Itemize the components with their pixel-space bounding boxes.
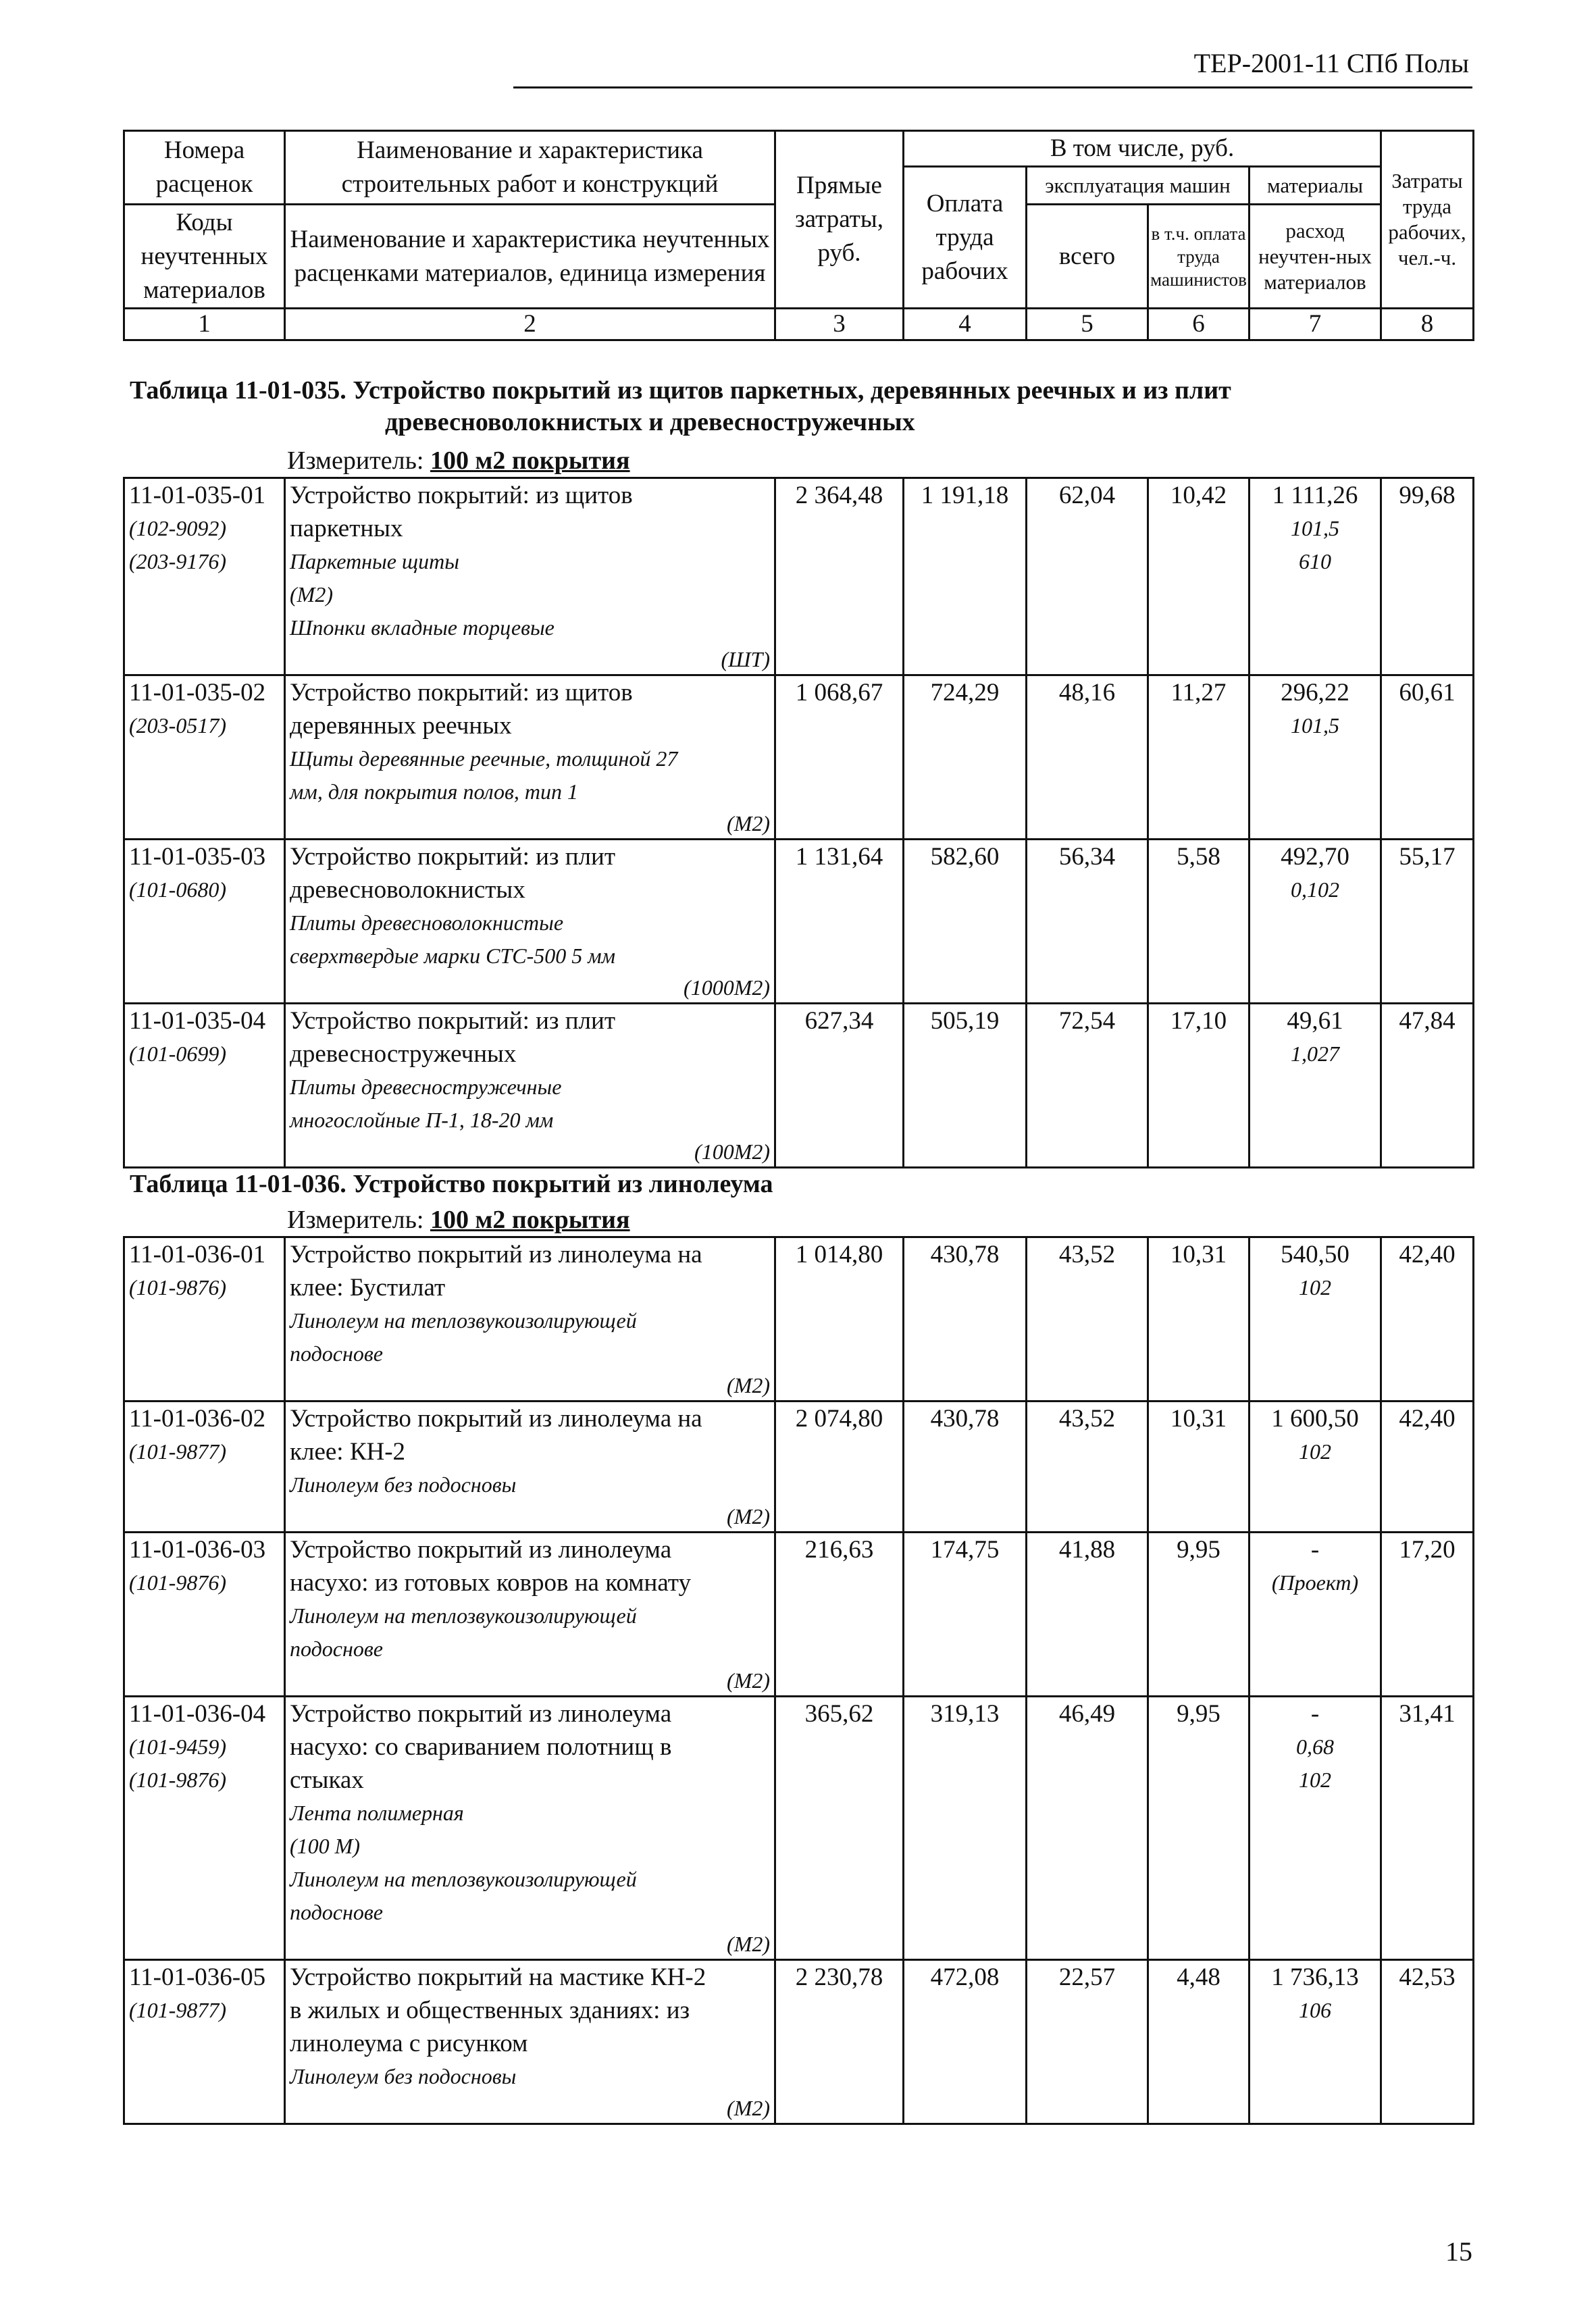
measurement-unit: (М2): [727, 1373, 770, 1397]
direct-costs: 2 230,78: [795, 1963, 883, 1991]
material-name-line: Паркетные щиты: [290, 549, 459, 573]
material-code: (101-9876): [129, 1768, 226, 1792]
machines-total-cell: [1027, 1237, 1148, 1402]
material-code: (101-9877): [129, 1998, 226, 2022]
material-code: (101-9877): [129, 1439, 226, 1464]
material-name-line: подоснове: [290, 1341, 383, 1366]
rate-description-line: насухо: со свариванием полотнищ в: [290, 1733, 672, 1761]
rate-code: 11-01-035-02: [129, 679, 266, 706]
machines-total-cell: [1027, 478, 1148, 675]
rate-code: 11-01-036-02: [129, 1405, 266, 1433]
meter-value: 100 м2 покрытия: [430, 446, 630, 475]
labor-pay: 430,78: [930, 1241, 1000, 1268]
machines-total: 43,52: [1058, 1241, 1116, 1268]
materials-cell: [1250, 1960, 1381, 2124]
col-number: 8: [1381, 309, 1474, 340]
direct-costs: 1 014,80: [795, 1241, 883, 1268]
materials-value: 1 600,50: [1271, 1405, 1359, 1433]
labor-pay-cell: [904, 675, 1027, 840]
labor-pay: 174,75: [930, 1536, 1000, 1564]
machines-total: 22,57: [1058, 1963, 1116, 1991]
rate-description-line: Устройство покрытий: из щитов: [290, 679, 633, 706]
rate-description-line: паркетных: [290, 515, 403, 542]
rate-description-line: Устройство покрытий из линолеума: [290, 1700, 672, 1728]
col-number: 1: [124, 309, 285, 340]
machinist-pay: 4,48: [1177, 1963, 1220, 1991]
labor-pay-cell: [904, 840, 1027, 1004]
meter-label: Измеритель:: [287, 1206, 424, 1234]
machines-total: 48,16: [1058, 679, 1116, 706]
material-name-line: Линолеум без подосновы: [290, 1472, 517, 1497]
material-name-line: Плиты древесностружечные: [290, 1075, 562, 1099]
machinist-pay: 17,10: [1170, 1007, 1227, 1035]
machines-total-cell: [1027, 840, 1148, 1004]
labor-costs-cell: [1381, 840, 1474, 1004]
rate-code-cell: [124, 1402, 285, 1533]
rate-code-cell: [124, 1533, 285, 1697]
material-name-line: Лента полимерная: [290, 1801, 464, 1825]
col-number: 6: [1148, 309, 1250, 340]
rate-description-line: в жилых и общественных зданиях: из: [290, 1997, 690, 2024]
meter-label: Измеритель:: [287, 446, 424, 475]
labor-pay: 582,60: [930, 843, 1000, 871]
labor-costs: 60,61: [1399, 679, 1456, 706]
col-number: 5: [1027, 309, 1148, 340]
rate-description-cell: [285, 1004, 775, 1168]
rate-row: [124, 1533, 1474, 1697]
measurement-unit: (М2): [727, 1668, 770, 1693]
labor-costs: 42,53: [1399, 1963, 1456, 1991]
measurement-unit: (1000М2): [684, 975, 770, 1000]
machinist-pay-cell: [1148, 840, 1250, 1004]
rate-code-cell: [124, 840, 285, 1004]
header-rate-numbers: Номера расценок: [124, 131, 285, 205]
header-unaccounted-codes: Коды неучтенных материалов: [124, 205, 285, 309]
machinist-pay-cell: [1148, 675, 1250, 840]
meter: [287, 446, 630, 475]
machinist-pay: 11,27: [1170, 679, 1227, 706]
direct-costs-cell: [775, 1697, 904, 1960]
rate-code: 11-01-036-03: [129, 1536, 266, 1564]
labor-pay-cell: [904, 1237, 1027, 1402]
materials-cell: [1250, 1402, 1381, 1533]
direct-costs: 216,63: [804, 1536, 874, 1564]
measurement-unit: (М2): [727, 811, 770, 835]
measurement-unit: (М2): [727, 1932, 770, 1956]
measurement-unit: (М2): [727, 1504, 770, 1528]
machines-total-cell: [1027, 1402, 1148, 1533]
material-name-line: Линолеум на теплозвукоизолирующей: [290, 1867, 637, 1891]
materials-value: 492,70: [1281, 843, 1349, 871]
material-name-line: Щиты деревянные реечные, толщиной 27: [290, 746, 678, 771]
rate-description-cell: [285, 1697, 775, 1960]
rate-code: 11-01-035-04: [129, 1007, 266, 1035]
rate-code-cell: [124, 1960, 285, 2124]
rate-row: [124, 840, 1474, 1004]
direct-costs: 2 074,80: [795, 1405, 883, 1433]
header-machinist-pay: в т.ч. оплата труда машинистов: [1148, 205, 1250, 309]
machinist-pay: 9,95: [1177, 1536, 1220, 1564]
material-code: (101-9876): [129, 1275, 226, 1300]
material-name-line: мм, для покрытия полов, тип 1: [290, 779, 579, 804]
table-caption: Таблица 11-01-035. Устройство покрытий из щитов паркетных, деревянных реечных и из плит: [130, 376, 1231, 405]
rate-row: [124, 1237, 1474, 1402]
rate-code-cell: [124, 478, 285, 675]
rate-description-line: Устройство покрытий из линолеума: [290, 1536, 672, 1564]
header-machines-total: всего: [1027, 205, 1148, 309]
labor-pay: 430,78: [930, 1405, 1000, 1433]
material-quantity: 101,5: [1291, 516, 1339, 540]
labor-pay-cell: [904, 1533, 1027, 1697]
machines-total-cell: [1027, 1960, 1148, 2124]
direct-costs: 1 131,64: [795, 843, 883, 871]
machinist-pay-cell: [1148, 1402, 1250, 1533]
labor-pay: 472,08: [930, 1963, 1000, 1991]
rate-code-cell: [124, 1697, 285, 1960]
labor-pay-cell: [904, 1697, 1027, 1960]
rates-table-11-01-036: [123, 1236, 1474, 2125]
table-caption-continued: древесноволокнистых и древесностружечных: [385, 408, 915, 436]
rate-code: 11-01-035-01: [129, 482, 266, 509]
rate-row: [124, 675, 1474, 840]
rate-description-cell: [285, 1960, 775, 2124]
material-name-line: подоснове: [290, 1637, 383, 1661]
labor-costs: 99,68: [1399, 482, 1456, 509]
machinist-pay: 9,95: [1177, 1700, 1220, 1728]
material-quantity: 106: [1299, 1998, 1331, 2022]
direct-costs-cell: [775, 1237, 904, 1402]
rate-description-cell: [285, 478, 775, 675]
direct-costs: 627,34: [804, 1007, 874, 1035]
labor-costs-cell: [1381, 1697, 1474, 1960]
labor-pay-cell: [904, 1402, 1027, 1533]
direct-costs-cell: [775, 1004, 904, 1168]
material-name-line: подоснове: [290, 1900, 383, 1924]
materials-cell: [1250, 1533, 1381, 1697]
machines-total-cell: [1027, 1697, 1148, 1960]
rate-description-cell: [285, 675, 775, 840]
rates-table-11-01-035: [123, 477, 1474, 1168]
material-name-line: многослойные П-1, 18-20 мм: [290, 1108, 554, 1132]
rate-description-line: Устройство покрытий на мастике КН-2: [290, 1963, 706, 1991]
material-quantity: 610: [1299, 549, 1331, 573]
labor-costs-cell: [1381, 1402, 1474, 1533]
header-work-name: Наименование и характеристика строительных работ и конструкций: [285, 131, 775, 205]
material-code: (203-9176): [129, 549, 226, 573]
machinist-pay-cell: [1148, 478, 1250, 675]
machinist-pay: 10,31: [1170, 1405, 1227, 1433]
material-quantity: 102: [1299, 1439, 1331, 1464]
material-name-line: Линолеум без подосновы: [290, 2064, 517, 2088]
material-quantity: 0,102: [1291, 877, 1339, 902]
labor-costs-cell: [1381, 1004, 1474, 1168]
rate-code-cell: [124, 675, 285, 840]
material-quantity: (Проект): [1271, 1570, 1359, 1595]
rate-code: 11-01-035-03: [129, 843, 266, 871]
materials-value: -: [1310, 1700, 1320, 1728]
measurement-unit: (М2): [727, 2096, 770, 2120]
col-number: 3: [775, 309, 904, 340]
machines-total-cell: [1027, 1004, 1148, 1168]
materials-cell: [1250, 1237, 1381, 1402]
direct-costs-cell: [775, 1533, 904, 1697]
labor-costs: 47,84: [1399, 1007, 1456, 1035]
rate-row: [124, 1004, 1474, 1168]
meter-value: 100 м2 покрытия: [430, 1206, 630, 1234]
col-number: 7: [1250, 309, 1381, 340]
measurement-unit: (100М2): [694, 1139, 770, 1164]
labor-costs-cell: [1381, 1960, 1474, 2124]
rate-description-cell: [285, 840, 775, 1004]
direct-costs-cell: [775, 840, 904, 1004]
rate-row: [124, 1402, 1474, 1533]
material-quantity: 102: [1299, 1768, 1331, 1792]
rate-description-line: стыках: [290, 1766, 364, 1794]
machinist-pay-cell: [1148, 1960, 1250, 2124]
direct-costs-cell: [775, 1960, 904, 2124]
material-name-line: Шпонки вкладные торцевые: [290, 615, 555, 640]
rate-description-line: Устройство покрытий: из щитов: [290, 482, 633, 509]
machines-total: 62,04: [1058, 482, 1116, 509]
header-machines: эксплуатация машин: [1027, 167, 1250, 205]
labor-costs-cell: [1381, 1533, 1474, 1697]
labor-pay: 1 191,18: [921, 482, 1009, 509]
material-quantity: 0,68: [1296, 1734, 1334, 1759]
materials-value: 49,61: [1287, 1007, 1343, 1035]
materials-cell: [1250, 1697, 1381, 1960]
material-code: (102-9092): [129, 516, 226, 540]
rate-description-line: Устройство покрытий из линолеума на: [290, 1405, 702, 1433]
direct-costs: 2 364,48: [795, 482, 883, 509]
rate-description-line: клее: Бустилат: [290, 1274, 446, 1302]
measurement-unit: (ШТ): [721, 647, 770, 671]
header-labor-costs: Затраты труда рабочих, чел.-ч.: [1381, 131, 1474, 309]
material-code: (101-0680): [129, 877, 226, 902]
header-materials: материалы: [1250, 167, 1381, 205]
labor-pay: 505,19: [930, 1007, 1000, 1035]
header-in-that: В том числе, руб.: [904, 131, 1381, 167]
rate-description-line: линолеума с рисунком: [290, 2030, 528, 2057]
header-direct-costs: Прямые затраты, руб.: [775, 131, 904, 309]
meter: [287, 1205, 630, 1235]
materials-value: 1 111,26: [1272, 482, 1358, 509]
labor-pay-cell: [904, 1004, 1027, 1168]
machines-total: 72,54: [1058, 1007, 1116, 1035]
col-number: 2: [285, 309, 775, 340]
machinist-pay-cell: [1148, 1004, 1250, 1168]
labor-costs: 31,41: [1399, 1700, 1456, 1728]
direct-costs: 1 068,67: [795, 679, 883, 706]
materials-cell: [1250, 478, 1381, 675]
machines-total: 56,34: [1058, 843, 1116, 871]
labor-costs-cell: [1381, 1237, 1474, 1402]
document-title: ТЕР-2001-11 СПб Полы: [1193, 48, 1469, 78]
material-name-line: сверхтвердые марки СТС-500 5 мм: [290, 944, 616, 968]
material-quantity: 1,027: [1291, 1042, 1339, 1066]
rate-code: 11-01-036-04: [129, 1700, 266, 1728]
page-number: 15: [1445, 2236, 1472, 2267]
materials-cell: [1250, 1004, 1381, 1168]
machines-total: 46,49: [1058, 1700, 1116, 1728]
rate-row: [124, 1697, 1474, 1960]
material-code: (101-9459): [129, 1734, 226, 1759]
material-name-line: (100 М): [290, 1834, 360, 1858]
rate-description-line: Устройство покрытий: из плит: [290, 843, 615, 871]
material-code: (101-0699): [129, 1042, 226, 1066]
rate-code: 11-01-036-05: [129, 1963, 266, 1991]
material-quantity: 102: [1299, 1275, 1331, 1300]
materials-value: 1 736,13: [1271, 1963, 1359, 1991]
rate-description-cell: [285, 1402, 775, 1533]
title-rule: [513, 86, 1472, 88]
machinist-pay: 5,58: [1177, 843, 1220, 871]
direct-costs-cell: [775, 675, 904, 840]
direct-costs-cell: [775, 478, 904, 675]
rate-description-cell: [285, 1237, 775, 1402]
rate-description-line: Устройство покрытий: из плит: [290, 1007, 615, 1035]
machines-total-cell: [1027, 1533, 1148, 1697]
rate-row: [124, 478, 1474, 675]
rate-code-cell: [124, 1237, 285, 1402]
material-quantity: 101,5: [1291, 713, 1339, 738]
machinist-pay-cell: [1148, 1237, 1250, 1402]
material-code: (101-9876): [129, 1570, 226, 1595]
header-unaccounted-materials: Наименование и характеристика неучтенных расценками материалов, единица измерения: [285, 205, 775, 309]
material-name-line: Плиты древесноволокнистые: [290, 910, 564, 935]
material-code: (203-0517): [129, 713, 226, 738]
labor-pay-cell: [904, 478, 1027, 675]
rate-description-line: древесноволокнистых: [290, 876, 525, 904]
rate-description-line: деревянных реечных: [290, 712, 512, 740]
machines-total: 41,88: [1058, 1536, 1116, 1564]
labor-pay-cell: [904, 1960, 1027, 2124]
labor-costs: 17,20: [1399, 1536, 1456, 1564]
machinist-pay: 10,31: [1170, 1241, 1227, 1268]
machinist-pay-cell: [1148, 1533, 1250, 1697]
materials-cell: [1250, 840, 1381, 1004]
direct-costs-cell: [775, 1402, 904, 1533]
labor-pay: 319,13: [930, 1700, 1000, 1728]
labor-costs-cell: [1381, 675, 1474, 840]
labor-pay: 724,29: [930, 679, 1000, 706]
material-name-line: (М2): [290, 582, 333, 607]
rate-description-line: клее: КН-2: [290, 1438, 406, 1466]
rate-row: [124, 1960, 1474, 2124]
rate-description-line: насухо: из готовых ковров на комнату: [290, 1569, 691, 1597]
materials-value: -: [1310, 1536, 1320, 1564]
machines-total: 43,52: [1058, 1405, 1116, 1433]
rate-description-line: древесностружечных: [290, 1040, 517, 1068]
rate-code-cell: [124, 1004, 285, 1168]
rate-description-line: Устройство покрытий из линолеума на: [290, 1241, 702, 1268]
machines-total-cell: [1027, 675, 1148, 840]
header-unaccounted-consumption: расход неучтен-ных материалов: [1250, 205, 1381, 309]
rate-code: 11-01-036-01: [129, 1241, 266, 1268]
direct-costs: 365,62: [804, 1700, 874, 1728]
machinist-pay: 10,42: [1170, 482, 1227, 509]
material-name-line: Линолеум на теплозвукоизолирующей: [290, 1308, 637, 1333]
materials-value: 296,22: [1281, 679, 1349, 706]
labor-costs: 42,40: [1399, 1241, 1456, 1268]
column-header-table: [123, 130, 1474, 341]
col-number: 4: [904, 309, 1027, 340]
machinist-pay-cell: [1148, 1697, 1250, 1960]
materials-cell: [1250, 675, 1381, 840]
table-caption: Таблица 11-01-036. Устройство покрытий из линолеума: [130, 1170, 773, 1198]
labor-costs: 55,17: [1399, 843, 1456, 871]
labor-costs: 42,40: [1399, 1405, 1456, 1433]
header-labor-pay: Оплата труда рабочих: [904, 167, 1027, 309]
material-name-line: Линолеум на теплозвукоизолирующей: [290, 1603, 637, 1628]
rate-description-cell: [285, 1533, 775, 1697]
labor-costs-cell: [1381, 478, 1474, 675]
materials-value: 540,50: [1281, 1241, 1349, 1268]
